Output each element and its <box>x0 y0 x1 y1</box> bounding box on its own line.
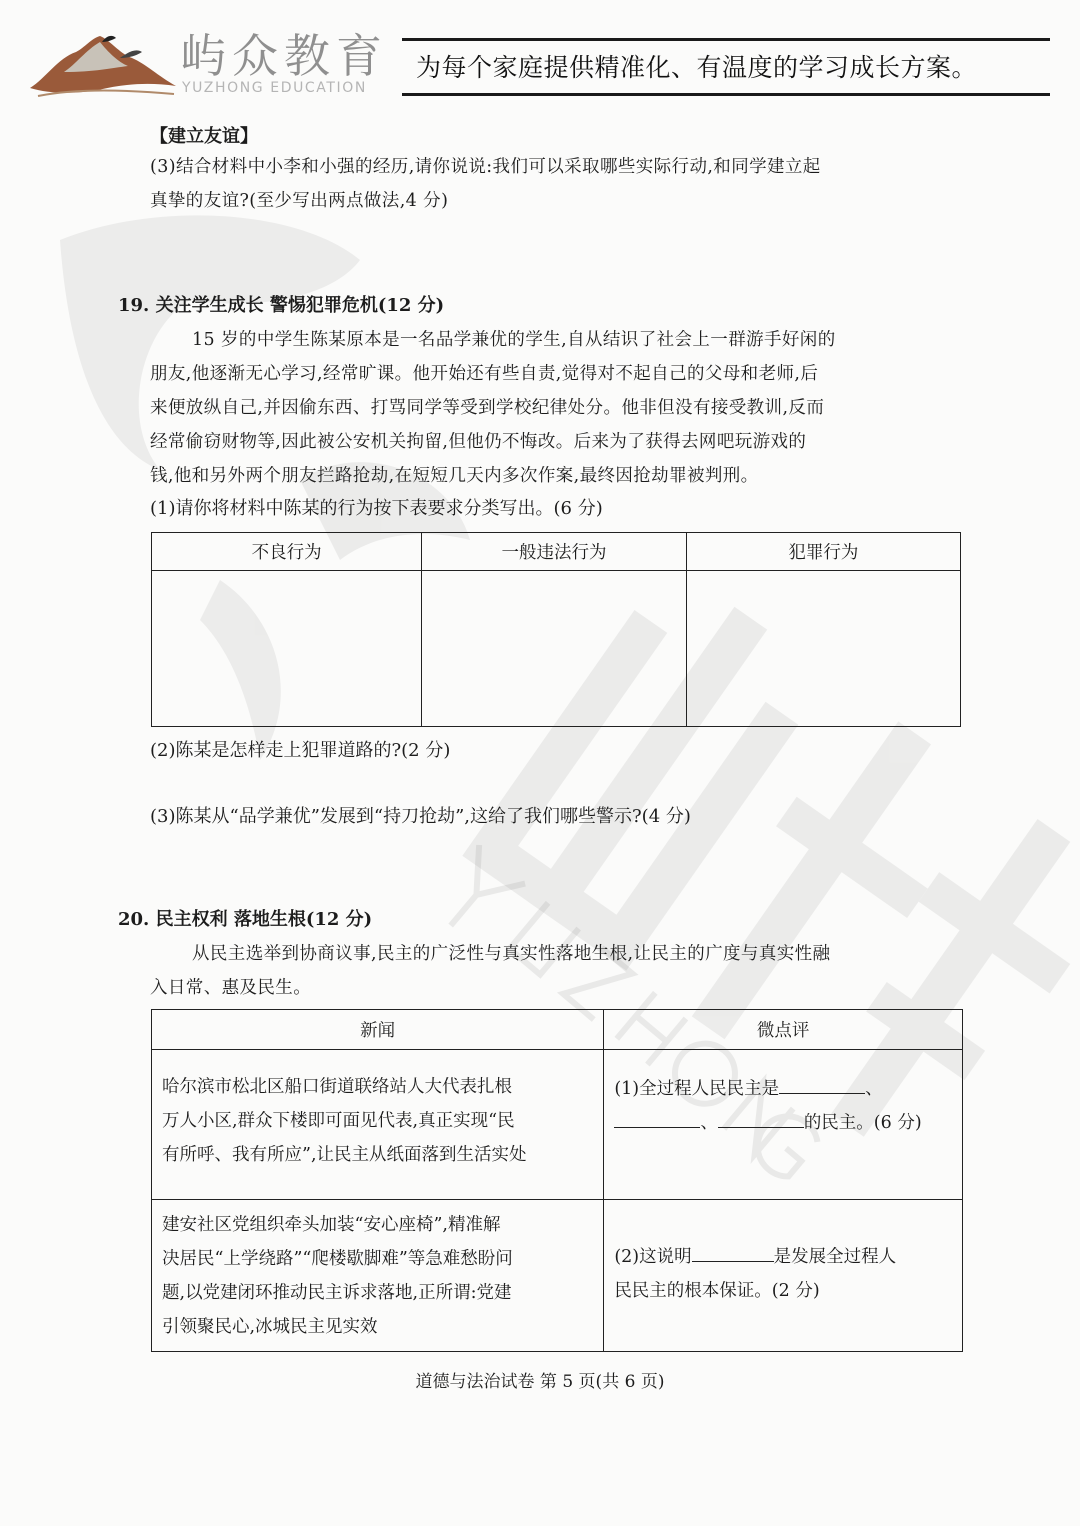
answer-cell-criminal-behavior[interactable] <box>686 571 960 727</box>
behavior-classification-table <box>151 532 961 727</box>
question-19-1: (1)请你将材料中陈某的行为按下表要求分类写出。(6 分) <box>150 498 603 519</box>
table-header: 犯罪行为 <box>686 533 960 571</box>
comment-text: (1)全过程人民民主是 <box>614 1079 780 1099</box>
comment-text: 民民主的根本保证。(2 分) <box>614 1281 820 1301</box>
material-line: 来便放纵自己,并因偷东西、打骂同学等受到学校纪律处分。他非但没有接受教训,反而 <box>150 398 825 418</box>
comment-cell <box>604 1200 963 1352</box>
table-header: 不良行为 <box>152 533 422 571</box>
question-20-intro <box>150 937 962 1005</box>
header-top-rule <box>402 38 1050 41</box>
news-line: 决居民“上学绕路”“爬楼歇脚难”等急难愁盼问 <box>162 1249 513 1269</box>
table-header: 新闻 <box>152 1010 604 1050</box>
brand-name: 屿众教育 <box>180 29 388 83</box>
intro-line: 从民主选举到协商议事,民主的广泛性与真实性落地生根,让民主的广度与真实性融 <box>192 944 831 964</box>
material-line: 15 岁的中学生陈某原本是一名品学兼优的学生,自从结识了社会上一群游手好闲的 <box>192 330 836 350</box>
question-18-3 <box>150 150 962 218</box>
news-line: 有所呼、我有所应”,让民主从纸面落到生活实处 <box>162 1145 527 1165</box>
header-slogan: 为每个家庭提供精准化、有温度的学习成长方案。 <box>416 53 978 82</box>
answer-cell-illegal-behavior[interactable] <box>422 571 686 727</box>
answer-blank[interactable] <box>718 1107 804 1128</box>
material-line: 朋友,他逐渐无心学习,经常旷课。他开始还有些自责,觉得对不起自己的父母和老师,后 <box>150 364 819 384</box>
comment-separator: 、 <box>700 1113 718 1133</box>
material-line: 经常偷窃财物等,因此被公安机关拘留,但他仍不悔改。后来为了获得去网吧玩游戏的 <box>150 432 807 452</box>
page-footer: 道德与法治试卷 第 5 页(共 6 页) <box>415 1372 665 1392</box>
header-bottom-rule <box>402 93 1050 96</box>
question-line: 真挚的友谊?(至少写出两点做法,4 分) <box>150 191 449 211</box>
comment-text: (2)这说明 <box>614 1247 692 1267</box>
question-line: (3)结合材料中小李和小强的经历,请你说说:我们可以采取哪些实际行动,和同学建立起 <box>150 157 821 177</box>
comment-text: 的民主。(6 分) <box>803 1113 922 1133</box>
table-header: 一般违法行为 <box>422 533 686 571</box>
question-19-material <box>150 323 962 493</box>
question-19-2: (2)陈某是怎样走上犯罪道路的?(2 分) <box>150 740 451 761</box>
table-header: 微点评 <box>604 1010 963 1050</box>
mountain-logo-icon <box>28 28 178 100</box>
material-line: 钱,他和另外两个朋友拦路抢劫,在短短几天内多次作案,最终因抢劫罪被判刑。 <box>150 466 759 486</box>
section-heading: 【建立友谊】 <box>150 126 258 147</box>
news-line: 万人小区,群众下楼即可面见代表,真正实现“民 <box>162 1111 515 1131</box>
news-cell <box>152 1200 604 1352</box>
question-20-title: 20. 民主权利 落地生根(12 分) <box>118 909 373 930</box>
answer-blank[interactable] <box>614 1107 700 1128</box>
comment-text: 是发展全过程人 <box>773 1247 897 1267</box>
democracy-news-table <box>151 1009 963 1352</box>
answer-cell-bad-behavior[interactable] <box>152 571 422 727</box>
news-line: 题,以党建闭环推动民主诉求落地,正所谓:党建 <box>162 1283 512 1303</box>
news-line: 建安社区党组织牵头加装“安心座椅”,精准解 <box>162 1215 501 1235</box>
news-line: 引领聚民心,冰城民主见实效 <box>162 1317 378 1337</box>
answer-blank[interactable] <box>779 1073 865 1094</box>
brand-name-english: YUZHONG EDUCATION <box>182 80 367 96</box>
question-19-title: 19. 关注学生成长 警惕犯罪危机(12 分) <box>118 295 445 316</box>
intro-line: 入日常、惠及民生。 <box>150 978 312 998</box>
comment-separator: 、 <box>865 1079 883 1099</box>
question-19-3: (3)陈某从“品学兼优”发展到“持刀抢劫”,这给了我们哪些警示?(4 分) <box>150 806 691 827</box>
news-line: 哈尔滨市松北区船口街道联络站人大代表扎根 <box>162 1077 512 1097</box>
comment-cell <box>604 1050 963 1200</box>
news-cell <box>152 1050 604 1200</box>
answer-blank[interactable] <box>692 1241 774 1262</box>
